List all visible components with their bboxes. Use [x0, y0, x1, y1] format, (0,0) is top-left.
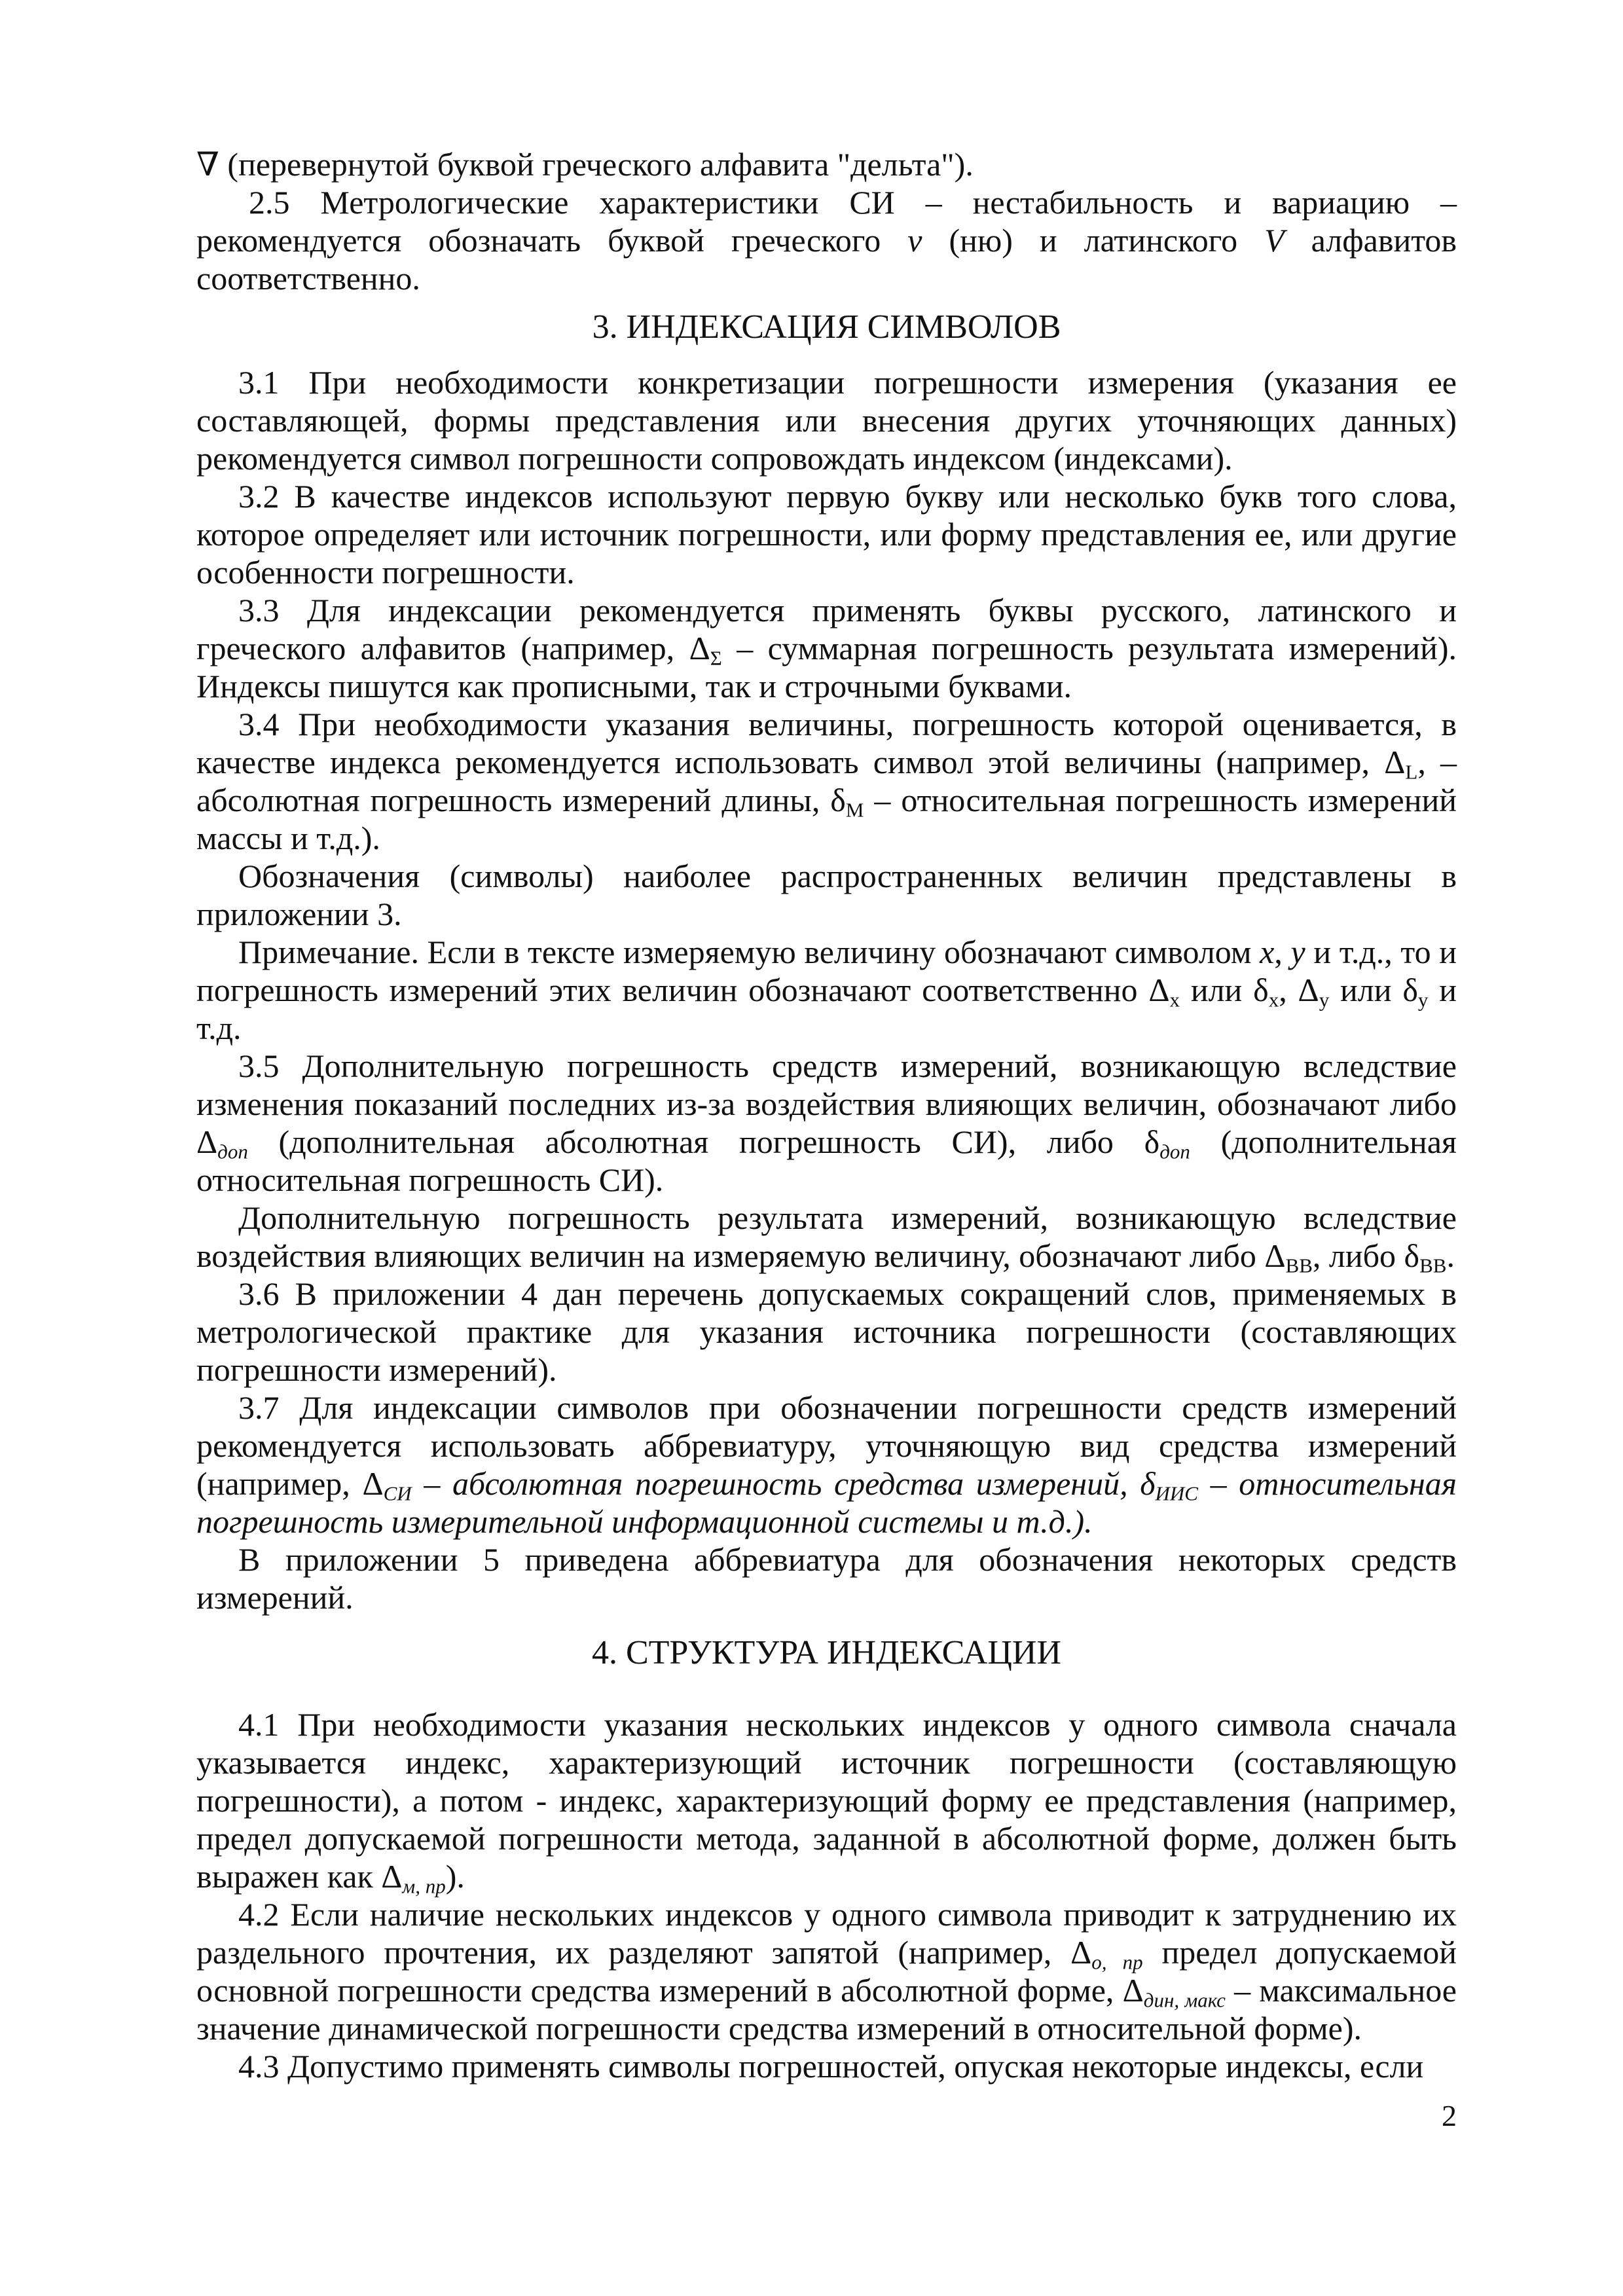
paragraph-3-4: 3.4 При необходимости указания величины, погрешность которой оценивается, в качестве индекса рекомендуется использовать символ этой величины (например, $\Delta_L$, – абсолютная погрешность измерений длины, $\delta_M$ – относительная погрешность измерений массы и т.д.). [196, 706, 1457, 856]
paragraph-4-2: 4.2 Если наличие нескольких индексов у одного символа приводит к затруднению их раздельного прочтения, их разделяют запятой (например, $\Delta_{о, пр}$ предел допускаемой основной погрешности средства измерений в абсолютной форме, $\Delta_{дин, макс}$ – максимальное значение динамической погрешности средства измерений в относительной форме). [196, 1896, 1457, 2047]
paragraph-2-5: 2.5 Метрологические характеристики СИ – нестабильность и вариацию – рекомендуется обозначать буквой греческого ν (ню) и латинского V алфавитов соответственно. [196, 184, 1457, 297]
section-3-body [196, 363, 1457, 1616]
section-4-heading: 4. СТРУКТУРА ИНДЕКСАЦИИ [591, 1634, 1061, 1671]
paragraph-3-5-additional: Дополнительную погрешность результата измерений, возникающую вследствие воздействия влияющих величин на измеряемую величину, обозначают либо $\Delta_{ВВ}$, либо $\delta_{ВВ}$. [196, 1199, 1457, 1277]
paragraph-3-6: 3.6 В приложении 4 дан перечень допускаемых сокращений слов, применяемых в метрологической практике для указания источника погрешности (составляющих погрешности измерений). [196, 1275, 1457, 1388]
paragraph-3-2: 3.2 В качестве индексов используют первую букву или несколько букв того слова, которое определяет или источник погрешности, или форму представления ее, или другие особенности погрешности. [196, 478, 1457, 591]
paragraph-3-7: 3.7 Для индексации символов при обозначении погрешности средств измерений рекомендуется использовать аббревиатуру, уточняющую вид средства измерений (например, $\Delta_{СИ}$ – абсолютная погрешность средства измерений, $\delta_{ИИС}$ – относительная погрешность измерительной информационной системы и т.д.). [196, 1389, 1457, 1540]
section-4-body [196, 1705, 1457, 2085]
paragraph-3-1: 3.1 При необходимости конкретизации погрешности измерения (указания ее составляющей, формы представления или внесения других уточняющих данных) рекомендуется символ погрешности сопровождать индексом (индексами). [196, 364, 1457, 477]
paragraph-3-7-appendix: В приложении 5 приведена аббревиатура для обозначения некоторых средств измерений. [196, 1541, 1457, 1616]
paragraph-3-4-note: Обозначения (символы) наиболее распространенных величин представлены в приложении 3. [196, 858, 1457, 932]
paragraph-4-3: 4.3 Допустимо применять символы погрешностей, опуская некоторые индексы, если [238, 2048, 1424, 2085]
paragraph-remark: Примечание. Если в тексте измеряемую величину обозначают символом x, y и т.д., то и погрешность измерений этих величин обозначают соответственно $\Delta_x$ или $\delta_x$, $\Delta_y$ или $\delta_y$ и т.д. [196, 934, 1457, 1046]
section-3-heading: 3. ИНДЕКСАЦИЯ СИМВОЛОВ [592, 308, 1061, 346]
paragraph-3-3: 3.3 Для индексации рекомендуется применять буквы русского, латинского и греческого алфавитов (например, $\Delta_\Sigma$ – суммарная погрешность результата измерений). Индексы пишутся как прописными, так и строчными буквами. [196, 592, 1457, 704]
paragraph-delta-symbol: ∇ (перевернутой буквой греческого алфавита "дельта"). [196, 146, 974, 183]
page-number: 2 [1442, 2099, 1457, 2132]
paragraph-3-5: 3.5 Дополнительную погрешность средств измерений, возникающую вследствие изменения показаний последних из-за воздействия влияющих величин, обозначают либо $\Delta_{доп}$ (дополнительная абсолютная погрешность СИ), либо $\delta_{доп}$ (дополнительная относительная погрешность СИ). [196, 1048, 1457, 1198]
intro-block [196, 145, 1457, 297]
paragraph-4-1: 4.1 При необходимости указания нескольких индексов у одного символа сначала указывается индекс, характеризующий источник погрешности (составляющую погрешности), а потом - индекс, характеризующий форму ее представления (например, предел допускаемой погрешности метода, заданной в абсолютной форме, должен быть выражен как $\Delta_{м, пр}$). [196, 1706, 1457, 1898]
